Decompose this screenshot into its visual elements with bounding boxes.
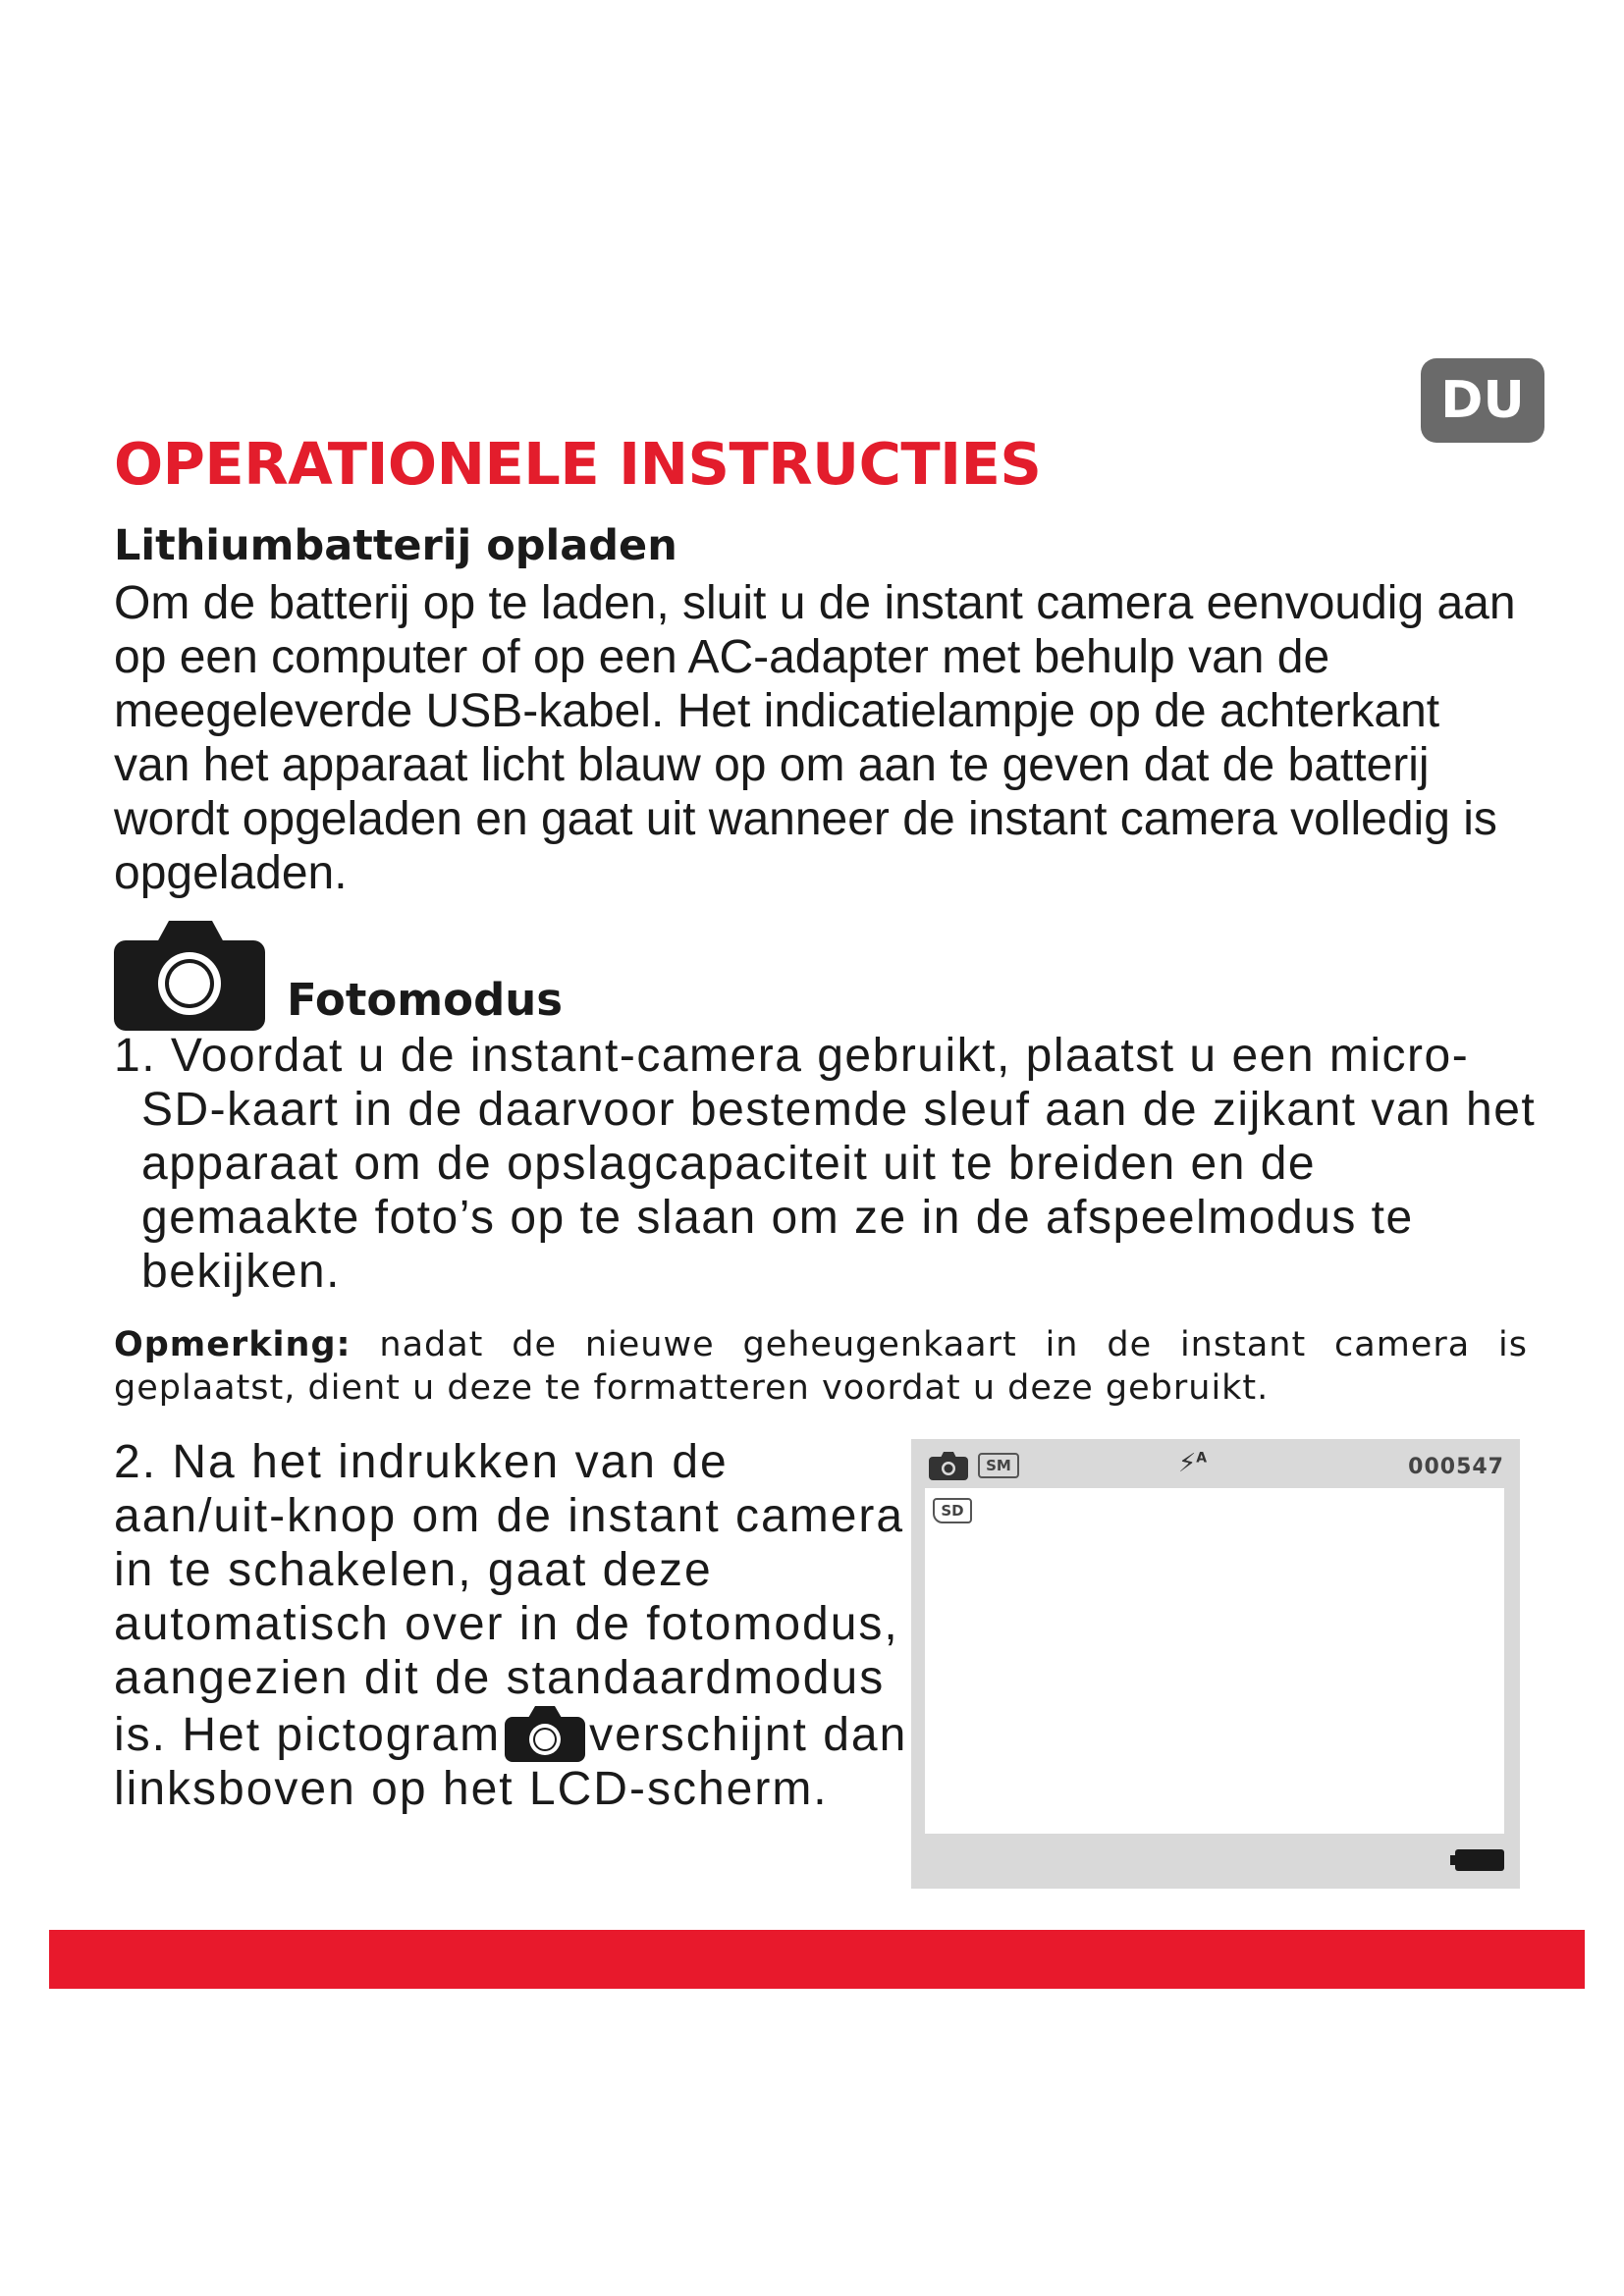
inline-camera-icon (505, 1705, 585, 1762)
flash-auto-icon (1178, 1449, 1207, 1478)
battery-text: Om de batterij op te laden, sluit u de instant camera eenvoudig aan op een computer of op een AC-adapter met behulp van de meegeleverde USB-kabel. Het indicatielampje op de achterkant van het apparaat licht blauw op om aan te geven dat de batterij wordt opgeladen en gaat uit wanneer de instant camera volledig is opgeladen. (114, 577, 1516, 899)
photo-mode-heading: Fotomodus (287, 974, 564, 1026)
note-text: nadat de nieuwe geheugenkaart in de instant camera is geplaatst, dient u deze te formatteren voordat u deze gebruikt. (114, 1325, 1528, 1408)
flash-symbol: ⚡ (1178, 1449, 1197, 1478)
lcd-camera-icon (929, 1451, 968, 1480)
scene-mode-badge: SM (978, 1453, 1019, 1478)
camera-icon (114, 919, 265, 1031)
battery-icon (1455, 1849, 1504, 1871)
page-title: OPERATIONELE INSTRUCTIES (114, 430, 1042, 498)
step-2-text-before-icon: 2. Na het indrukken van de aan/uit-knop om de instant camera in te schakelen, gaat deze automatisch over in de fotomodus, aangezien dit de standaardmodus is. Het pictogram (114, 1436, 905, 1761)
step-1-first-line: 1. Voordat u de instant-camera gebruikt, plaatst u een micro- (114, 1030, 1470, 1082)
note-label: Opmerking: (114, 1325, 352, 1364)
step-1-continuation: SD-kaart in de daarvoor bestemde sleuf aan de zijkant van het apparaat om de opslagcapaciteit uit te breiden en de gemaakte foto’s op te slaan om ze in de afspeelmodus te bekijken. (141, 1084, 1537, 1298)
step-2-text-after-icon: verschijnt dan linksboven op het LCD-scherm. (114, 1709, 908, 1815)
shot-counter: 000547 (1408, 1455, 1504, 1479)
battery-heading: Lithiumbatterij opladen (114, 521, 677, 570)
step-2 (114, 1435, 909, 1816)
footer-red-bar (49, 1930, 1585, 1989)
sd-card-badge: SD (933, 1498, 972, 1523)
step-1 (114, 1029, 1538, 1299)
flash-mode: A (1196, 1450, 1208, 1467)
note (114, 1323, 1528, 1410)
language-badge: DU (1421, 358, 1544, 443)
lcd-screen-illustration (911, 1439, 1520, 1889)
lcd-viewport (925, 1488, 1504, 1834)
